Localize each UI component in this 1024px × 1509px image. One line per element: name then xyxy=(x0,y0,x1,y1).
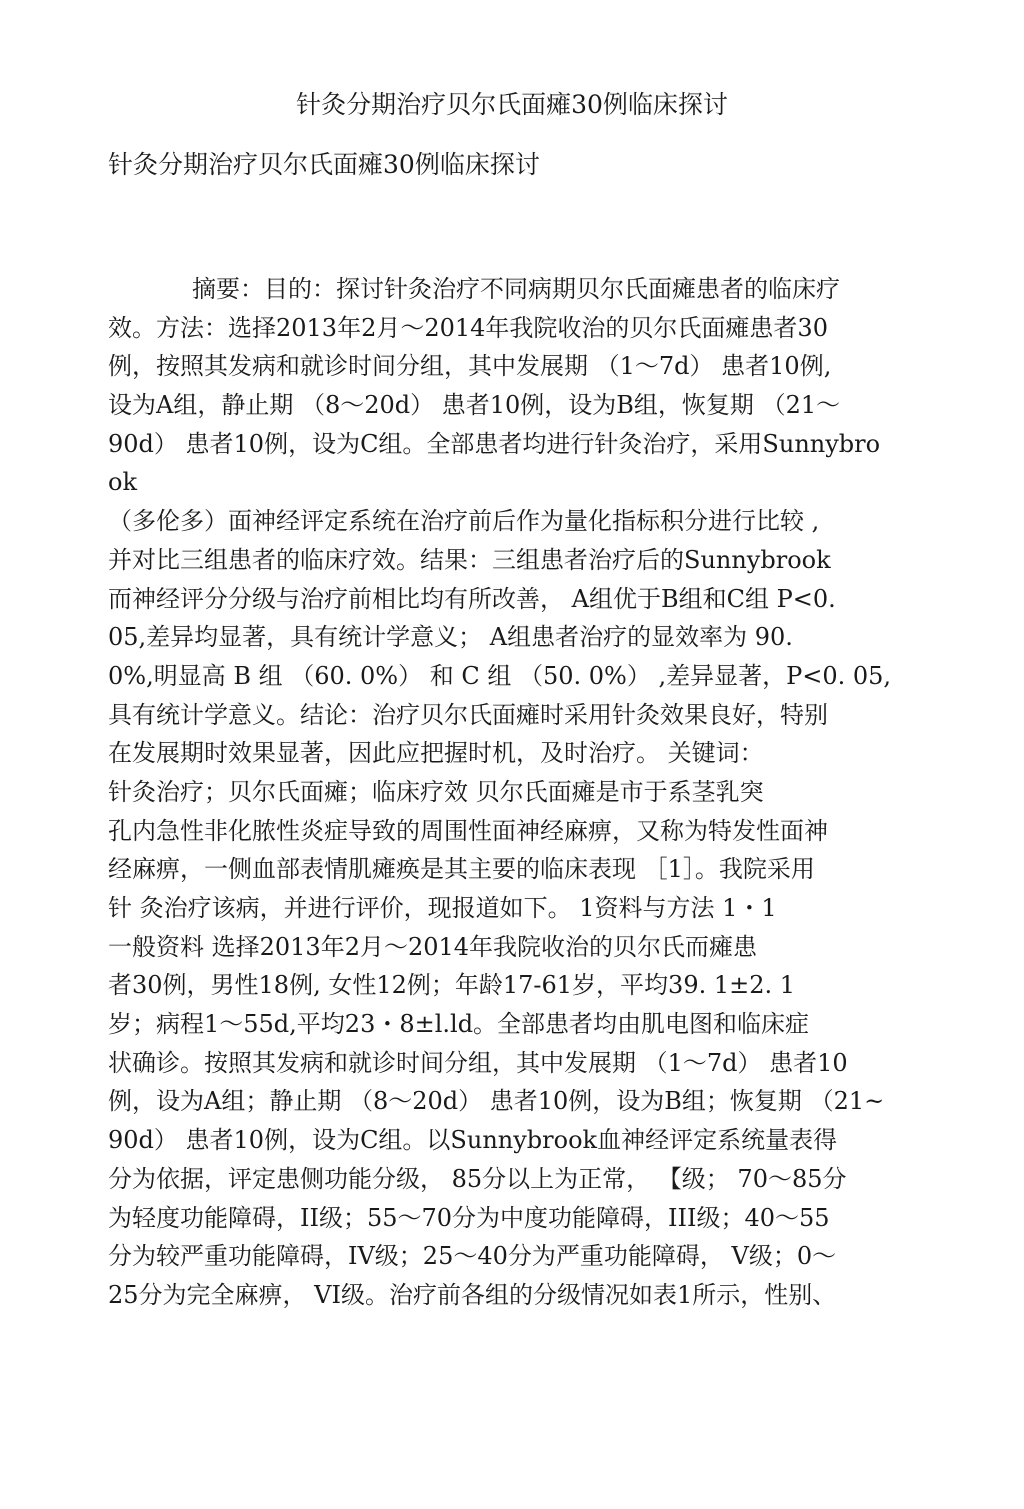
body-line: 0%,明显高 B 组 （60. 0%） 和 C 组 （50. 0%） ,差异显著，P<0. 05, xyxy=(108,661,892,690)
body-line: 针 灸治疗该病，并进行评价，现报道如下。 1资料与方法 1・1 xyxy=(108,894,777,922)
body-line: 例，设为A组；静止期 （8～20d） 患者10例，设为B组；恢复期 （21~ xyxy=(108,1087,885,1116)
body-line: 并对比三组患者的临床疗效。结果：三组患者治疗后的Sunnybrook xyxy=(108,545,831,574)
document-title: 针灸分期治疗贝尔氏面瘫30例临床探讨 xyxy=(108,150,540,179)
body-line: 状确诊。按照其发病和就诊时间分组，其中发展期 （1～7d） 患者10 xyxy=(108,1048,848,1077)
body-line: 者30例，男性18例, 女性12例；年龄17-61岁，平均39. 1±2. 1 xyxy=(108,971,796,1000)
body-line: 岁；病程1～55d,平均23・8±l.ld。全部患者均由肌电图和临床症 xyxy=(108,1010,810,1039)
body-line: 一般资料 选择2013年2月～2014年我院收治的贝尔氏而瘫患 xyxy=(108,932,758,961)
body-line: 针灸治疗；贝尔氏面瘫；临床疗效 贝尔氏面瘫是市于系茎乳突 xyxy=(108,777,764,806)
body-line: 而神经评分分级与治疗前相比均有所改善， A组优于B组和C组 P<0. xyxy=(108,584,836,613)
body-line: 在发展期时效果显著，因此应把握时机，及时治疗。 关键词： xyxy=(108,739,764,768)
body-line: 具有统计学意义。结论：治疗贝尔氏面瘫时采用针灸效果良好，特别 xyxy=(108,700,828,729)
body-line: 孔内急性非化脓性炎症导致的周围性面神经麻痹，又称为特发性面神 xyxy=(108,816,828,845)
body-line: ok xyxy=(108,468,137,497)
body-line: 25分为完全麻痹， VI级。治疗前各组的分级情况如表1所示，性别、 xyxy=(108,1280,837,1309)
body-line: 分为较严重功能障碍，IV级；25～40分为严重功能障碍， V级；0～ xyxy=(108,1242,837,1271)
body-line: 分为依据，评定患侧功能分级， 85分以上为正常， 【级； 70～85分 xyxy=(108,1164,847,1193)
body-line: 90d） 患者10例，设为C组。以Sunnybrook血神经评定系统量表得 xyxy=(108,1126,838,1155)
body-line: 设为A组，静止期 （8～20d） 患者10例，设为B组，恢复期 （21～ xyxy=(108,391,841,420)
body-line: 05,差异均显著，具有统计学意义； A组患者治疗的显效率为 90. xyxy=(108,623,793,652)
header-title: 针灸分期治疗贝尔氏面瘫30例临床探讨 xyxy=(296,90,728,119)
document-body xyxy=(108,270,928,1315)
body-line: （多伦多）面神经评定系统在治疗前后作为量化指标积分进行比较 , xyxy=(108,507,820,536)
body-line: 为轻度功能障碍，II级；55～70分为中度功能障碍，III级；40～55 xyxy=(108,1203,830,1232)
body-line: 经麻痹，一侧血部表情肌瘫痪是其主要的临床表现 ［1］。我院采用 xyxy=(108,855,815,884)
body-line: 90d） 患者10例，设为C组。全部患者均进行针灸治疗，采用Sunnybro xyxy=(108,429,881,458)
body-line: 效。方法：选择2013年2月～2014年我院收治的贝尔氏面瘫患者30 xyxy=(108,313,828,342)
body-line: 摘要：目的：探讨针灸治疗不同病期贝尔氏面瘫患者的临床疗 xyxy=(192,275,840,303)
body-line: 例，按照其发病和就诊时间分组，其中发展期 （1～7d） 患者10例, xyxy=(108,352,832,381)
